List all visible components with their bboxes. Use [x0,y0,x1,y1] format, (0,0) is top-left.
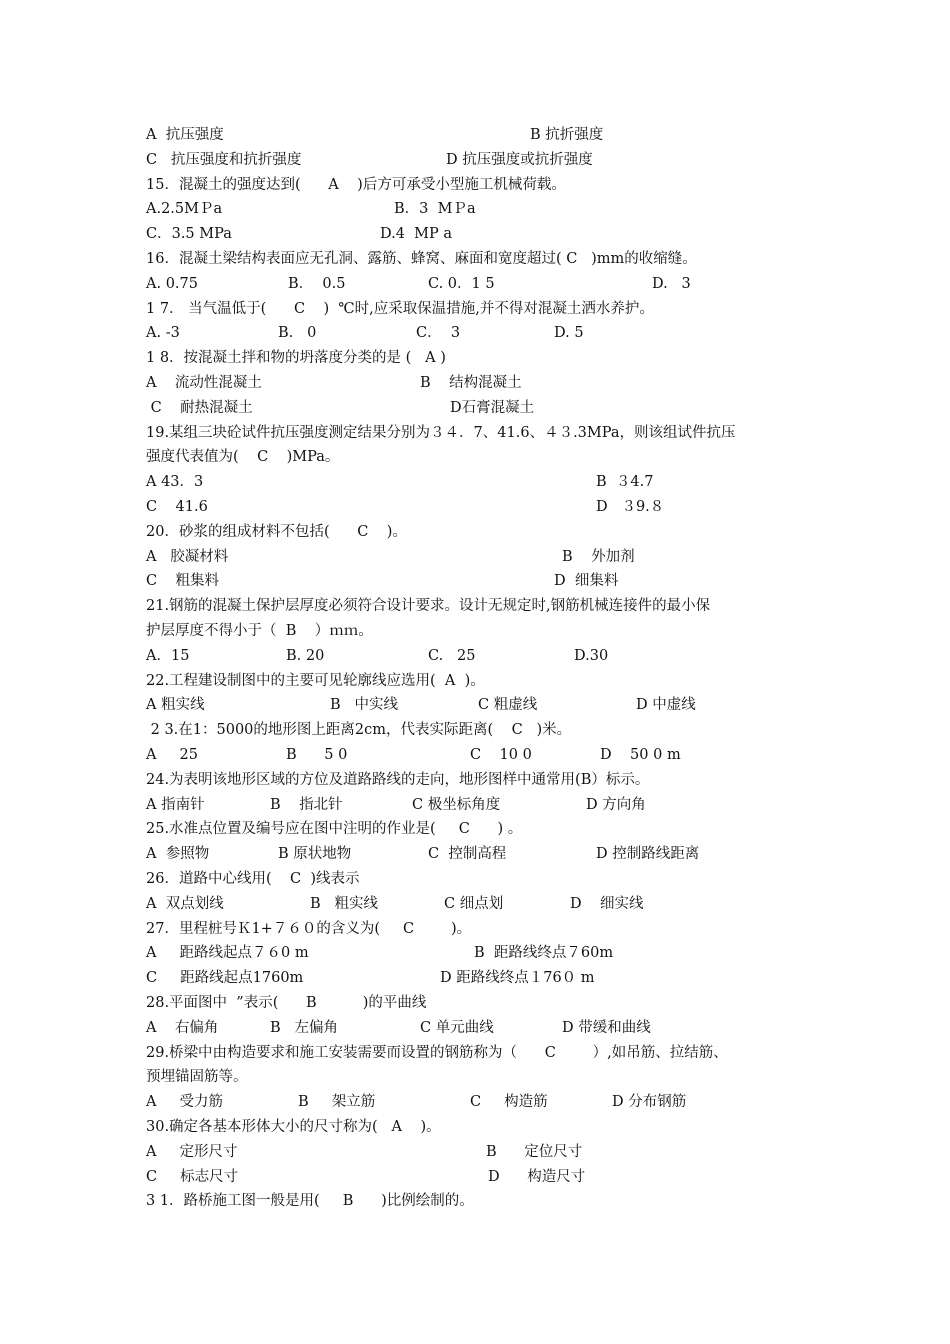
option-text: A 指南针 [146,796,205,813]
option-text: D. 3 [652,275,691,292]
option-text: A 双点划线 [146,895,224,912]
text-line [146,247,822,272]
option-text: D 细实线 [570,895,644,912]
text-line [146,619,822,644]
text-line [146,1065,822,1090]
option-text: D 距路线终点１76０ m [440,970,595,987]
text-line [146,966,822,991]
option-text: B 外加剂 [562,548,635,565]
option-text: A 受力筋 [146,1094,224,1111]
text-line [146,1189,822,1214]
option-text: D ３9.８ [596,499,665,515]
option-text: D 中虚线 [636,697,696,714]
option-text: B． 0.5 [288,275,346,292]
option-text: C． 3 [416,325,461,342]
text-line [146,817,822,842]
option-text: C 构造筋 [470,1094,548,1111]
option-text: A 参照物 [146,846,210,863]
option-text: D 50 0 m [600,747,681,763]
text-line [146,892,822,917]
text-line [146,1140,822,1165]
option-text: B. 0 [278,325,317,342]
option-text: B 结构混凝土 [420,375,522,391]
option-text: B 指北针 [270,796,343,813]
text-line [146,396,822,421]
text-line [146,421,822,446]
option-text: C 41.6 [146,499,208,515]
option-text: C. 0．1 5 [428,275,495,292]
option-text: B．3 MＰa [394,201,476,218]
option-text: B 抗折强度 [530,127,604,143]
text-line [146,917,822,942]
text-line [146,371,822,396]
option-text: C 距路线起点1760m [146,970,304,987]
option-text: B 原状地物 [278,846,352,863]
option-text: C 控制高程 [428,846,507,863]
text-line [146,867,822,892]
text-line [146,1165,822,1190]
text-line [146,941,822,966]
option-text: D.30 [574,647,609,664]
option-text: C 抗压强度和抗折强度 [146,151,302,168]
text-line [146,793,822,818]
option-text: B 中实线 [330,697,398,714]
question-text: 1 8．按混凝土拌和物的坍落度分类的是 ( A ) [146,350,446,367]
option-text: B 架立筋 [298,1094,376,1111]
text-line [146,445,822,470]
text-line [146,842,822,867]
text-line [146,693,822,718]
question-text: 护层厚度不得小于（ B ）ｍｍ。 [146,623,373,639]
option-text: B 距路线终点７60m [474,945,614,962]
text-line [146,197,822,222]
question-text: 强度代表值为( C )MPa。 [146,449,340,466]
option-text: C 细点划 [444,895,504,912]
question-text: 29.桥梁中由构造要求和施工安装需要而设置的钢筋称为（ C ）,如吊筋、拉结筋、 [146,1044,728,1061]
question-text: 30.确定各基本形体大小的尺寸称为( A )。 [146,1119,441,1135]
option-text: D 抗压强度或抗折强度 [446,151,593,168]
text-line [146,222,822,247]
option-text: A．15 [146,647,190,664]
option-text: A. -3 [146,325,180,342]
option-text: A.2.5MＰa [146,201,223,218]
text-line [146,743,822,768]
text-line [146,1016,822,1041]
option-text: C 粗虚线 [478,697,538,714]
option-text: D石膏混凝土 [450,399,535,416]
option-text: D 方向角 [586,796,646,813]
text-line [146,148,822,173]
option-text: C．3.5 MPa [146,226,232,243]
question-text: 预埋锚固筋等。 [146,1069,248,1086]
option-text: D 分布钢筋 [612,1094,687,1111]
option-text: C 极坐标角度 [412,796,501,813]
text-line [146,669,822,694]
question-text: 15．混凝土的强度达到( A )后方可承受小型施工机械荷载。 [146,176,566,193]
option-text: C 粗集料 [146,573,220,590]
option-text: B 左偏角 [270,1019,338,1036]
question-text: 16．混凝土梁结构表面应无孔洞、露筋、蜂窝、麻面和宽度超过( C )mm的收缩缝。 [146,251,697,267]
text-line [146,470,822,495]
text-line [146,1115,822,1140]
text-line [146,520,822,545]
option-text: D 构造尺寸 [488,1168,586,1185]
text-line [146,545,822,570]
option-text: A 43．3 [146,474,204,491]
question-text: 28.平面图中 ”表示( B )的平曲线 [146,995,427,1011]
option-text: A 流动性混凝土 [146,375,262,391]
text-line [146,991,822,1016]
text-line [146,594,822,619]
text-line [146,718,822,743]
option-text: B 粗实线 [310,895,378,912]
text-line [146,644,822,669]
question-text: 22.工程建设制图中的主要可见轮廓线应选用( A )。 [146,672,485,689]
question-text: 21.钢筋的混凝土保护层厚度必须符合设计要求。设计无规定时,钢筋机械连接件的最小保 [146,598,711,615]
option-text: D. 5 [554,325,584,342]
option-text: A 粗实线 [146,697,205,714]
option-text: D 带缓和曲线 [562,1019,651,1036]
option-text: D.4 MP a [380,226,453,243]
text-line [146,569,822,594]
question-text: 3 1．路桥施工图一般是用( B )比例绘制的。 [146,1193,474,1210]
option-text: D 细集料 [554,573,619,590]
question-text: 2 3.在1：5000的地形图上距离2cm，代表实际距离( C )米。 [146,722,572,739]
option-text: C 标志尺寸 [146,1168,239,1185]
question-text: 25.水准点位置及编号应在图中注明的作业是( C ) 。 [146,821,523,838]
option-text: C 10 0 [470,747,532,763]
option-text: B. 20 [286,647,325,664]
option-text: D 控制路线距离 [596,846,700,863]
question-text: 20．砂浆的组成材料不包括( C )。 [146,523,407,540]
text-line [146,297,822,322]
text-line [146,1041,822,1066]
option-text: A 右偏角 [146,1019,219,1036]
option-text: B 定位尺寸 [486,1143,583,1160]
option-text: C 单元曲线 [420,1019,494,1036]
question-text: 27．里程桩号Ｋ1+７６０的含义为( C )。 [146,920,472,937]
option-text: C 耐热混凝土 [146,399,253,416]
option-text: A 定形尺寸 [146,1143,238,1160]
option-text: A 25 [146,747,198,763]
text-line [146,768,822,793]
option-text: C. 25 [428,647,476,664]
option-text: A 胶凝材料 [146,548,229,565]
text-line [146,321,822,346]
option-text: A. 0.75 [146,275,198,292]
option-text: A 距路线起点７６0 m [146,945,309,962]
question-text: 24.为表明该地形区域的方位及道路路线的走向，地形图样中通常用(B）标示。 [146,771,650,788]
text-line [146,346,822,371]
question-text: 19.某组三块砼试件抗压强度测定结果分别为３４．7、41.6、４３.3MPa，则该组试件抗压 [146,424,736,441]
text-line [146,272,822,297]
question-text: 1 7． 当气温低于( C ) ℃时,应采取保温措施,并不得对混凝土洒水养护。 [146,300,654,317]
text-line [146,1090,822,1115]
text-line [146,123,822,148]
option-text: B 5 0 [286,747,348,763]
text-line [146,173,822,198]
question-text: 26．道路中心线用( C )线表示 [146,871,360,887]
option-text: B ３4.7 [596,474,654,491]
option-text: A 抗压强度 [146,127,224,143]
text-line [146,495,822,520]
